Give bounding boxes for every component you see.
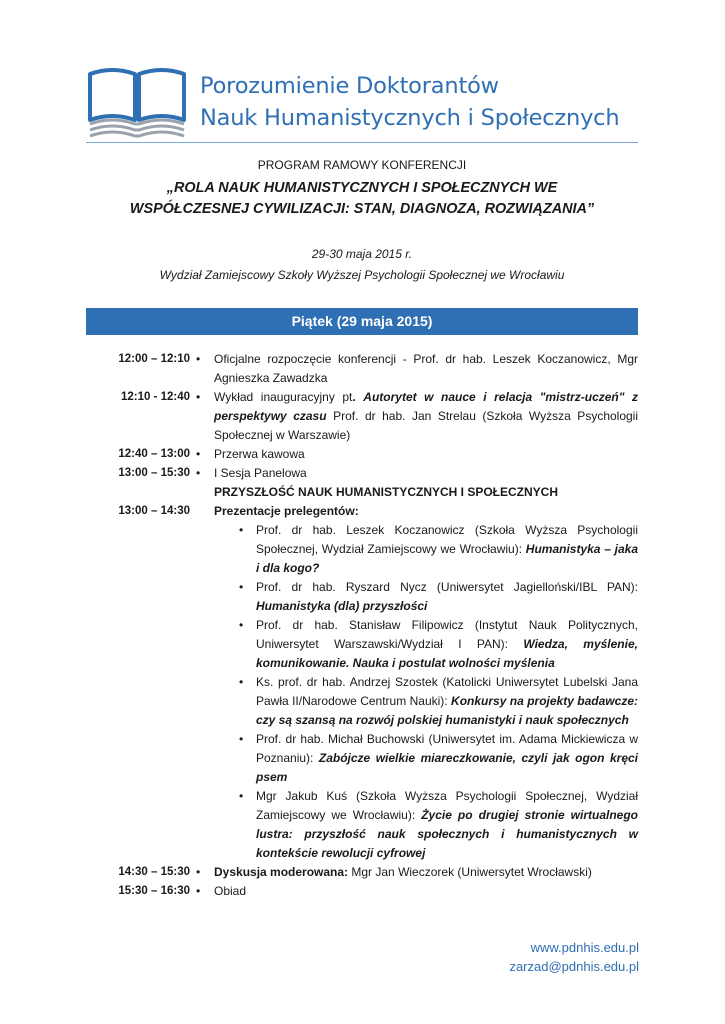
time-slot: 13:00 – 14:30 [118,505,190,517]
time-slot: 12:00 – 12:10 [118,353,190,365]
time-slot: 12:10 - 12:40 [120,391,190,403]
bullet-icon: • [239,789,244,803]
time-slot: 14:30 – 15:30 [118,866,190,878]
organization-name [200,70,619,134]
talk-title: Humanistyka – jaka i dla kogo? [256,542,638,575]
bullet-icon: • [239,580,244,594]
talk-title: Humanistyka (dla) przyszłości [256,599,428,613]
talk-title: Zabójcze wielkie miareczkowanie, czyli jak ogon kręci psem [256,751,638,784]
bullet-icon: • [196,352,201,366]
bullet-icon: • [239,618,244,632]
speaker-name: Ks. prof. dr hab. Andrzej Szostek (Katolicki Uniwersytet Lubelski Jana Pawła II/Narodowe Centrum Nauki): [256,675,638,708]
org-name-line-2: Nauk Humanistycznych i Społecznych [200,105,620,131]
bullet-icon: • [239,732,244,746]
bullet-icon: • [239,675,244,689]
day-header: Piątek (29 maja 2015) [86,308,638,335]
schedule-row [86,502,638,521]
speaker-text [256,578,638,616]
page-footer [509,938,639,976]
schedule [86,350,638,901]
conference-venue: Wydział Zamiejscowy Szkoły Wyższej Psychologii Społecznej we Wrocławiu [159,268,565,282]
speaker-name: Prof. dr hab. Ryszard Nycz (Uniwersytet Jagielloński/IBL PAN): [256,580,638,594]
bullet-icon: • [196,447,201,461]
open-book-logo-icon [86,62,188,140]
speaker-item [86,787,638,863]
time-slot: 12:40 – 13:00 [118,448,190,460]
lecture-title: Autorytet w nauce i relacja "mistrz-uczeń" z perspektywy czasu [214,390,638,423]
panel-title: PRZYSZŁOŚĆ NAUK HUMANISTYCZNYCH I SPOŁECZNYCH [214,485,559,499]
conference-title-line-1: „ROLA NAUK HUMANISTYCZNYCH I SPOŁECZNYCH WE [166,180,558,196]
schedule-text: I Sesja Panelowa [214,466,307,480]
lecture-dot: . [352,390,356,404]
bullet-icon: • [196,884,201,898]
talk-title: Konkursy na projekty badawcze: czy są szansą na rozwój polskiej humanistyki i nauk społecznych [256,694,638,727]
speaker-text [256,787,638,863]
schedule-text: Obiad [214,884,247,898]
bullet-icon: • [196,865,201,879]
schedule-text: Oficjalne rozpoczęcie konferencji - Prof. dr hab. Leszek Koczanowicz, Mgr Agnieszka Zawadzka [214,352,638,385]
bullet-icon: • [196,390,201,404]
org-name-line-1: Porozumienie Doktorantów [200,73,499,99]
schedule-row [86,483,638,502]
speaker-item [86,730,638,787]
schedule-text [214,388,638,445]
talk-title: Wiedza, myślenie, komunikowanie. Nauka i postulat wolności myślenia [256,637,638,670]
bullet-icon: • [196,466,201,480]
page-header [86,56,638,146]
speaker-name: Prof. dr hab. Stanisław Filipowicz (Instytut Nauk Politycznych, Uniwersytet Warszawski/Wydział I PAN): [256,618,638,651]
moderator: Mgr Jan Wieczorek (Uniwersytet Wrocławski) [348,865,592,879]
conference-title-line-2: WSPÓŁCZESNEJ CYWILIZACJI: STAN, DIAGNOZA, ROZWIĄZANIA” [129,201,595,217]
speaker-text [256,616,638,673]
speaker-text [256,730,638,787]
speaker-item [86,521,638,578]
schedule-row [86,863,638,882]
conference-dates: 29-30 maja 2015 r. [311,247,413,261]
speaker-name: Prof. dr hab. Leszek Koczanowicz (Szkoła Wyższa Psychologii Społecznej, Wydział Zamiejscowy we Wrocławiu): [256,523,638,556]
header-divider [86,142,638,143]
presentations-label: Prezentacje prelegentów: [214,504,359,518]
schedule-row [86,350,638,388]
lecture-speaker: Prof. dr hab. Jan Strelau (Szkoła Wyższa Psychologii Społecznej w Warszawie) [214,409,639,442]
schedule-row [86,388,638,445]
bullet-icon: • [239,523,244,537]
time-slot: 13:00 – 15:30 [118,467,190,479]
discussion-label: Dyskusja moderowana: [214,865,349,879]
speaker-name: Prof. dr hab. Michał Buchowski (Uniwersytet im. Adama Mickiewicza w Poznaniu): [256,732,638,765]
email-link[interactable]: zarzad@pdnhis.edu.pl [509,959,639,974]
schedule-row [86,445,638,464]
schedule-row [86,464,638,483]
speaker-item [86,578,638,616]
speaker-text [256,673,638,730]
website-link[interactable]: www.pdnhis.edu.pl [530,940,639,955]
schedule-text: Przerwa kawowa [214,447,305,461]
speaker-item [86,616,638,673]
speaker-item [86,673,638,730]
time-slot: 15:30 – 16:30 [118,885,190,897]
speaker-name: Mgr Jakub Kuś (Szkoła Wyższa Psychologii Społecznej, Wydział Zamiejscowy we Wrocławiu): [256,789,638,822]
speaker-text [256,521,638,578]
program-subtitle: PROGRAM RAMOWY KONFERENCJI [257,158,467,172]
lecture-label: Wykład inauguracyjny pt [214,390,353,404]
talk-title: Życie po drugiej stronie wirtualnego lustra: przyszłość nauk społecznych i humanistycznych w kontekście rewolucji cyfrowej [256,808,638,860]
conference-title [86,178,638,220]
schedule-row [86,882,638,901]
schedule-text [214,863,638,882]
